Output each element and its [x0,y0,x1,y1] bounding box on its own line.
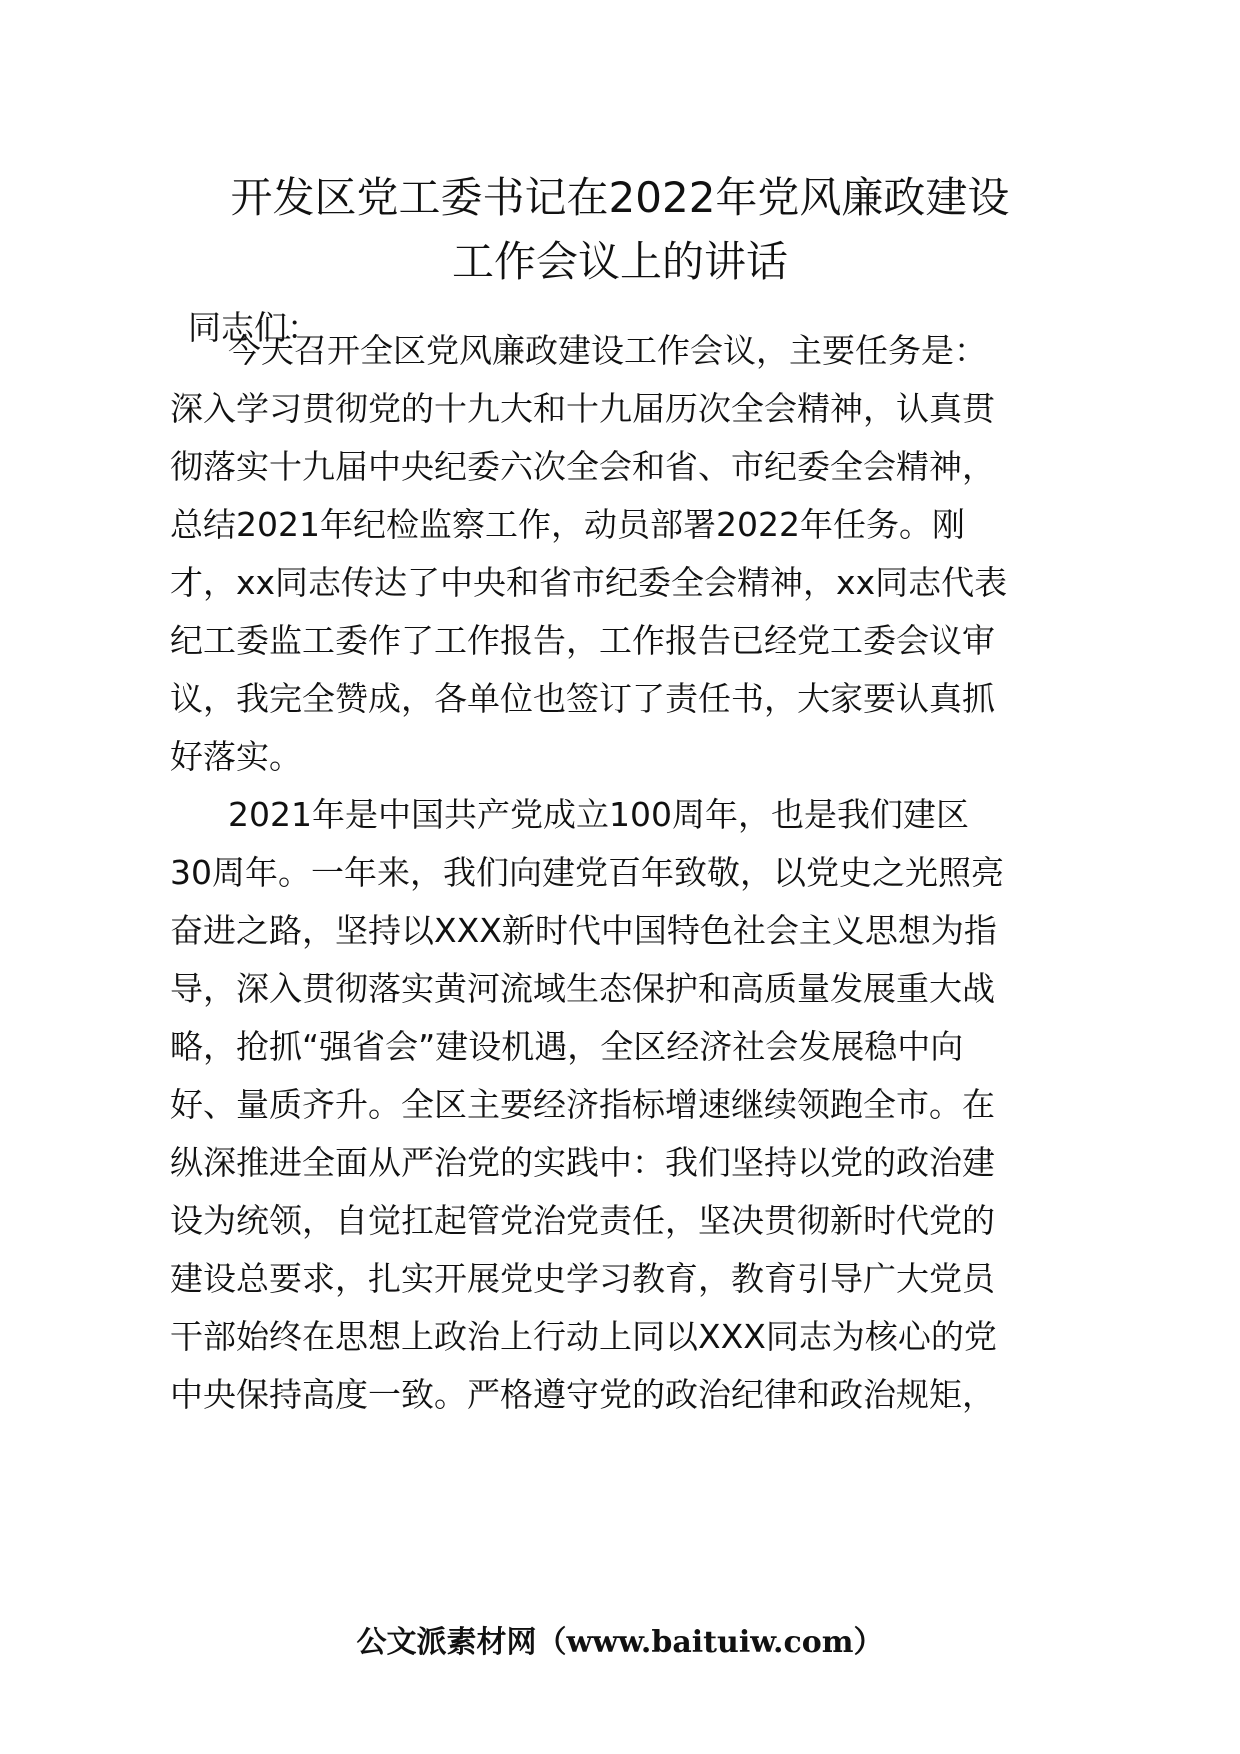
paragraph-1-line-2: 深入学习贯彻党的十九大和十九届历次全会精神，认真贯 [170,389,995,428]
paragraph-2-line-6: 好、量质齐升。全区主要经济指标增速继续领跑全市。在 [170,1085,995,1124]
paragraph-1-line-3: 彻落实十九届中央纪委六次全会和省、市纪委全会精神， [170,447,995,486]
paragraph-1-line-6: 纪工委监工委作了工作报告，工作报告已经党工委会议审 [170,621,995,660]
paragraph-1-line-8: 好落实。 [170,737,302,776]
paragraph-1-line-1: 今天召开全区党风廉政建设工作会议，主要任务是： [228,331,987,370]
paragraph-2-line-3: 奋进之路，坚持以XXX新时代中国特色社会主义思想为指 [170,911,997,950]
paragraph-2-line-7: 纵深推进全面从严治党的实践中：我们坚持以党的政治建 [170,1143,995,1182]
paragraph-1-line-5: 才，xx同志传达了中央和省市纪委全会精神，xx同志代表 [170,563,1008,602]
document-title-line-1: 开发区党工委书记在2022年党风廉政建设 [230,173,1010,222]
paragraph-2-line-11: 中央保持高度一致。严格遵守党的政治纪律和政治规矩， [170,1375,995,1414]
paragraph-2-line-8: 设为统领，自觉扛起管党治党责任，坚决贯彻新时代党的 [170,1201,995,1240]
document-title-line-2: 工作会议上的讲话 [451,237,788,286]
paragraph-2-line-9: 建设总要求，扎实开展党史学习教育，教育引导广大党员 [170,1259,995,1298]
paragraph-2-line-5: 略，抢抓“强省会”建设机遇，全区经济社会发展稳中向 [170,1027,964,1066]
paragraph-1-line-4: 总结2021年纪检监察工作，动员部署2022年任务。刚 [170,505,965,544]
paragraph-2-line-4: 导，深入贯彻落实黄河流域生态保护和高质量发展重大战 [170,969,995,1008]
salutation: 同志们： [188,308,320,347]
paragraph-1-line-7: 议，我完全赞成，各单位也签订了责任书，大家要认真抓 [170,679,995,718]
paragraph-2-line-1: 2021年是中国共产党成立100周年，也是我们建区 [228,795,969,834]
paragraph-2-line-10: 干部始终在思想上政治上行动上同以XXX同志为核心的党 [170,1317,997,1356]
footer-watermark: 公文派素材网（www.baituiw.com） [356,1625,884,1660]
paragraph-2-line-2: 30周年。一年来，我们向建党百年致敬，以党史之光照亮 [170,853,1004,892]
